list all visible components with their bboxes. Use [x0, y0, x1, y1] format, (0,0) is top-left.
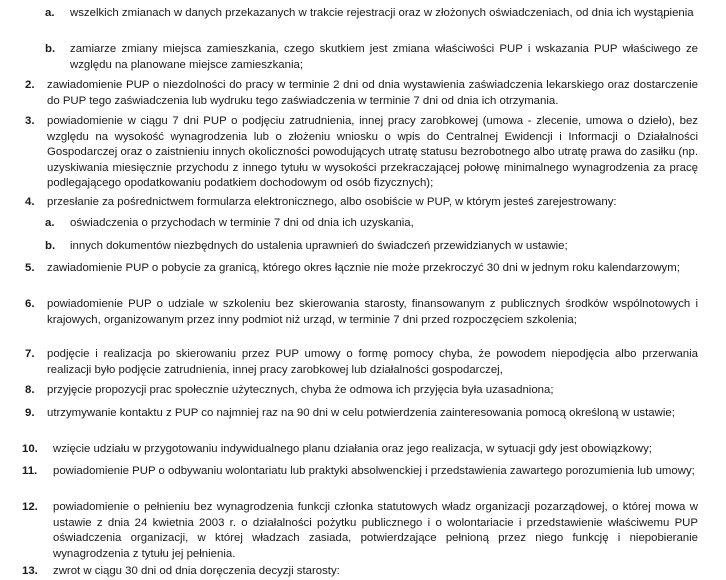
- list-marker: b.: [45, 43, 56, 55]
- list-marker: 10.: [22, 443, 38, 455]
- list-item: powiadomienie PUP o udziale w szkoleniu bez skierowania starosty, finansowanym z publicznych środków wspólnotowych i krajowych, organizowanym przez inny podmiot niż urząd, w terminie 7 dni przed rozpoczęciem szkolenia;: [47, 298, 698, 326]
- list-marker: a.: [45, 217, 55, 229]
- list-item: powiadomienie o pełnieniu bez wynagrodzenia funkcji członka statutowych władz organizacji pozarządowej, o której mowa w ustawie z dnia 24 kwietnia 2003 r. o działalności pożytku publicznego i o wolontariacie i przedstawienie właściwemu PUP oświadczenia organizacji, w której władzach zasiada, potwierdzające pełnioną przez niego funkcję i niepobieranie wynagrodzenia z tytułu jej pełnienia.: [53, 501, 698, 560]
- list-marker: 6.: [25, 298, 35, 310]
- list-item: zwrot w ciągu 30 dni od dnia doręczenia decyzji starosty:: [53, 565, 340, 577]
- list-item: innych dokumentów niezbędnych do ustalenia uprawnień do świadczeń przewidzianych w ustawie;: [70, 240, 568, 252]
- list-marker: a.: [45, 7, 55, 19]
- list-marker: 2.: [25, 79, 35, 91]
- list-item: powiadomienie PUP o odbywaniu wolontariatu lub praktyki absolwenckiej i przedstawienia zawartego porozumienia lub umowy;: [53, 465, 695, 477]
- list-marker: 8.: [25, 384, 35, 396]
- list-marker: 11.: [22, 465, 38, 477]
- list-item: wzięcie udziału w przygotowaniu indywidualnego planu działania oraz jego realizacja, w sytuacji gdy jest obowiązkowy;: [53, 443, 652, 455]
- list-item: zawiadomienie PUP o niezdolności do pracy w terminie 2 dni od dnia wystawienia zaświadczenia lekarskiego oraz dostarczenie do PUP tego zaświadczenia lub wydruku tego zaświadczenia w terminie 7 dni od dnia ich otrzymania.: [47, 79, 698, 107]
- list-item: zawiadomienie PUP o pobycie za granicą, którego okres łącznie nie może przekroczyć 30 dni w jednym roku kalendarzowym;: [47, 262, 680, 274]
- list-item: wszelkich zmianach w danych przekazanych w trakcie rejestracji oraz w złożonych oświadczeniach, od dnia ich wystąpienia: [70, 7, 694, 19]
- list-item: oświadczenia o przychodach w terminie 7 dni od dnia ich uzyskania,: [70, 217, 414, 229]
- list-marker: 13.: [22, 565, 38, 577]
- list-item: przesłanie za pośrednictwem formularza elektronicznego, albo osobiście w PUP, w którym jesteś zarejestrowany:: [47, 196, 617, 208]
- list-marker: 3.: [25, 115, 35, 127]
- list-marker: 5.: [25, 262, 35, 274]
- list-marker: 4.: [25, 196, 35, 208]
- list-item: przyjęcie propozycji prac społecznie użytecznych, chyba że odmowa ich przyjęcia była uzasadniona;: [47, 384, 554, 396]
- list-item: powiadomienie w ciągu 7 dni PUP o podjęciu zatrudnienia, innej pracy zarobkowej (umowa - zlecenie, umowa o dzieło), bez względu na wysokość wynagrodzenia lub o złożeniu wniosku o wpis do Centralnej Ewidencji i Informacji o Działalności Gospodarczej oraz o zaistnieniu innych okoliczności powodujących utratę statusu bezrobotnego albo utratę prawa do zasiłku (np. uzyskiwania miesięcznie przychodu z innego tytułu w wysokości przekraczającej połowę minimalnego wynagrodzenia za pracę podlegającego opodatkowaniu podatkiem dochodowym od osób fizycznych);: [47, 115, 698, 189]
- list-marker: 9.: [25, 407, 35, 419]
- list-marker: 7.: [25, 348, 35, 360]
- list-item: podjęcie i realizacja po skierowaniu przez PUP umowy o formę pomocy chyba, że powodem niepodjęcia albo przerwania realizacji było podjęcie zatrudnienia, innej pracy zarobkowej lub działalności gospodarczej,: [47, 348, 698, 376]
- list-item: utrzymywanie kontaktu z PUP co najmniej raz na 90 dni w celu potwierdzenia zainteresowania pomocą określoną w ustawie;: [47, 407, 675, 419]
- list-marker: 12.: [22, 501, 38, 513]
- list-marker: b.: [45, 240, 56, 252]
- list-item: zamiarze zmiany miejsca zamieszkania, czego skutkiem jest zmiana właściwości PUP i wskazania PUP właściwego ze względu na planowane miejsce zamieszkania;: [70, 43, 698, 71]
